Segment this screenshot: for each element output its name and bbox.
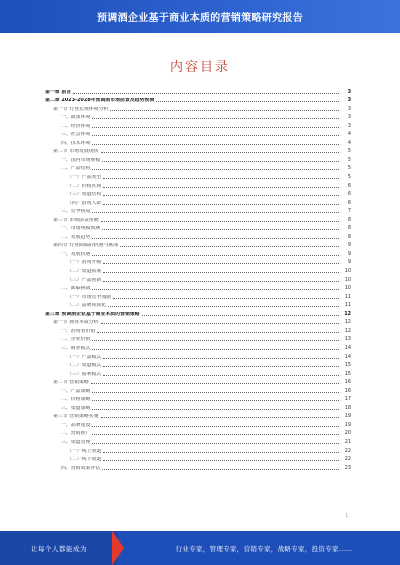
toc-leader-dots	[73, 93, 339, 94]
toc-entry-text: 第二章 2023-2028年预调酒市场前景及趋势预测	[45, 98, 155, 104]
toc-entry[interactable]	[45, 436, 351, 445]
toc-entry[interactable]	[45, 445, 351, 454]
toc-leader-dots	[120, 246, 339, 247]
toc-entry[interactable]	[45, 240, 351, 249]
toc-entry[interactable]	[45, 129, 351, 138]
toc-entry-text: 三、社会环境	[61, 132, 91, 138]
toc-leader-dots	[92, 238, 339, 239]
toc-entry[interactable]	[45, 163, 351, 172]
toc-entry-page: 8	[347, 233, 351, 240]
toc-leader-dots	[101, 417, 339, 418]
toc-entry[interactable]	[45, 317, 351, 326]
toc-leader-dots	[92, 400, 339, 401]
toc-entry-page: 9	[347, 242, 351, 249]
toc-entry[interactable]	[45, 95, 351, 104]
footer-slogan-right: 行业专家，管理专家，营销专家，战略专家，投资专家……	[175, 544, 353, 553]
toc-leader-dots	[103, 195, 339, 196]
toc-entry-text: （三）盈利模式	[67, 371, 102, 377]
toc-leader-dots	[103, 204, 339, 205]
toc-entry-text: （一）产品类型	[67, 175, 102, 181]
toc-leader-dots	[92, 118, 339, 119]
toc-entry-page: 6	[347, 199, 351, 206]
toc-entry-page: 9	[347, 259, 351, 266]
toc-entry-page: 10	[344, 276, 351, 283]
toc-entry-page: 12	[344, 327, 351, 334]
toc-entry-text: （一）产品模式	[67, 354, 102, 360]
toc-entry[interactable]	[45, 334, 351, 343]
toc-entry-text: 二、产品结构	[61, 166, 91, 172]
toc-entry[interactable]	[45, 180, 351, 189]
toc-entry-text: 一、产品策略	[61, 388, 91, 394]
footer-ribbon-arrow	[112, 531, 124, 565]
toc-entry-text: 三、渠道管理	[61, 439, 91, 445]
toc-leader-dots	[92, 289, 339, 290]
toc-leader-dots	[101, 221, 339, 222]
toc-entry-page: 8	[347, 216, 351, 223]
toc-entry[interactable]	[45, 197, 351, 206]
toc-entry-page: 6	[347, 182, 351, 189]
toc-entry-text: 一、品牌建设	[61, 422, 91, 428]
toc-leader-dots	[92, 340, 339, 341]
toc-leader-dots	[101, 152, 339, 153]
toc-entry-page: 8	[347, 225, 351, 232]
toc-entry-page: 23	[344, 464, 351, 471]
toc-entry-page: 16	[344, 379, 351, 386]
toc-entry[interactable]	[45, 402, 351, 411]
toc-entry[interactable]	[45, 274, 351, 283]
toc-leader-dots	[92, 349, 339, 350]
toc-entry-page: 5	[347, 165, 351, 172]
toc-entry-text: （一）市场竞争加剧	[67, 294, 112, 300]
toc-entry-page: 20	[344, 430, 351, 437]
toc-entry-page: 19	[344, 413, 351, 420]
toc-entry-page: 4	[347, 139, 351, 146]
toc-entry[interactable]	[45, 257, 351, 266]
toc-entry-page: 3	[347, 114, 351, 121]
toc-entry-page: 14	[344, 344, 351, 351]
page-number: 1	[345, 513, 348, 518]
toc-entry-text: 第三节 营销策略实施	[53, 414, 99, 420]
toc-entry[interactable]	[45, 86, 351, 95]
toc-entry-text: 三、商业模式	[61, 345, 91, 351]
toc-entry-page: 5	[347, 156, 351, 163]
toc-leader-dots	[103, 358, 339, 359]
toc-leader-dots	[103, 375, 339, 376]
toc-entry[interactable]	[45, 248, 351, 257]
toc-entry-page: 10	[344, 268, 351, 275]
toc-entry-text: 一、政策环境	[61, 115, 91, 121]
toc-entry[interactable]	[45, 419, 351, 428]
toc-entry-text: （二）渠道模式	[67, 363, 102, 369]
toc-entry-text: 三、竞争格局	[61, 209, 91, 215]
toc-leader-dots	[101, 323, 339, 324]
footer-slogan-left: 让每个人都能成为	[0, 531, 118, 565]
toc-leader-dots	[92, 169, 339, 170]
toc-entry-page: 11	[344, 293, 351, 300]
toc-leader-dots	[103, 281, 339, 282]
toc-leader-dots	[103, 452, 339, 453]
toc-leader-dots	[92, 426, 339, 427]
toc-entry-text: 二、企业价值	[61, 337, 91, 343]
toc-entry-text: 二、价格策略	[61, 397, 91, 403]
toc-entry-page: 12	[344, 310, 351, 317]
toc-entry-text: 一、发展机遇	[61, 251, 91, 257]
toc-leader-dots	[103, 366, 339, 367]
toc-leader-dots	[103, 178, 339, 179]
toc-entry-text: （二）价格区间	[67, 183, 102, 189]
toc-entry-text: 四、营销效果评估	[61, 465, 101, 471]
toc-entry-text: 一、消费者价值	[61, 328, 96, 334]
toc-entry[interactable]	[45, 342, 351, 351]
toc-entry[interactable]	[45, 428, 351, 437]
toc-leader-dots	[156, 101, 339, 102]
toc-leader-dots	[91, 383, 339, 384]
toc-entry-page: 7	[347, 208, 351, 215]
toc-entry-text: （一）线上渠道	[67, 448, 102, 454]
toc-leader-dots	[102, 161, 339, 162]
toc-entry-page: 3	[347, 88, 351, 95]
toc-entry-page: 15	[344, 370, 351, 377]
toc-entry[interactable]	[45, 411, 351, 420]
toc-entry-page: 15	[344, 362, 351, 369]
toc-entry[interactable]	[45, 351, 351, 360]
toc-leader-dots	[92, 434, 339, 435]
footer-banner	[0, 531, 400, 565]
toc-entry[interactable]	[45, 231, 351, 240]
toc-leader-dots	[103, 263, 339, 264]
toc-entry-text: （二）渠道拓展	[67, 269, 102, 275]
toc-leader-dots	[102, 469, 339, 470]
toc-leader-dots	[92, 144, 339, 145]
toc-entry-text: 二、发展趋势	[61, 234, 91, 240]
toc-leader-dots	[92, 392, 339, 393]
toc-entry[interactable]	[45, 146, 351, 155]
toc-entry-page: 3	[347, 122, 351, 129]
toc-entry-text: 二、经济环境	[61, 123, 91, 129]
toc-leader-dots	[92, 409, 339, 410]
toc-entry[interactable]	[45, 171, 351, 180]
toc-entry-page: 3	[347, 105, 351, 112]
toc-entry-page: 19	[344, 421, 351, 428]
toc-entry-text: 四、技术环境	[61, 140, 91, 146]
toc-entry-page: 11	[344, 302, 351, 309]
toc-entry[interactable]	[45, 112, 351, 121]
toc-entry-text: （二）品牌同质化	[67, 303, 107, 309]
toc-entry[interactable]	[45, 377, 351, 386]
toc-entry-page: 22	[344, 456, 351, 463]
toc-entry-page: 3	[347, 97, 351, 104]
toc-entry-text: 二、面临挑战	[61, 286, 91, 292]
toc-leader-dots	[103, 272, 339, 273]
toc-entry[interactable]	[45, 223, 351, 232]
toc-leader-dots	[113, 298, 339, 299]
toc-entry-text: （一）消费升级	[67, 260, 102, 266]
report-header-banner	[0, 0, 400, 33]
toc-leader-dots	[97, 332, 339, 333]
toc-entry-page: 10	[344, 285, 351, 292]
toc-heading: 内容目录	[169, 60, 230, 75]
toc-entry-text: 一、市场规模预测	[61, 226, 101, 232]
toc-entry-text: （三）产品创新	[67, 277, 102, 283]
toc-entry-text: 二、营销推广	[61, 431, 91, 437]
toc-entry-text: 第一章 前言	[45, 89, 72, 95]
toc-entry[interactable]	[45, 137, 351, 146]
toc-leader-dots	[102, 229, 339, 230]
toc-leader-dots	[142, 315, 339, 316]
toc-entry-page: 12	[344, 319, 351, 326]
toc-entry-text: 第二节 市场发展现状	[53, 149, 99, 155]
toc-leader-dots	[92, 135, 339, 136]
toc-entry[interactable]	[45, 368, 351, 377]
toc-entry-text: 三、渠道策略	[61, 405, 91, 411]
toc-entry-page: 4	[347, 131, 351, 138]
toc-entry-text: 第三节 市场前景预测	[53, 217, 99, 223]
toc-entry-text: 第二节 营销策略	[53, 380, 89, 386]
toc-entry[interactable]	[45, 462, 351, 471]
toc-leader-dots	[103, 187, 339, 188]
toc-entry[interactable]	[45, 265, 351, 274]
toc-entry[interactable]	[45, 283, 351, 292]
toc-leader-dots	[92, 255, 339, 256]
toc-entry[interactable]	[45, 154, 351, 163]
toc-entry-text: （三）渠道结构	[67, 192, 102, 198]
toc-leader-dots	[92, 127, 339, 128]
toc-entry[interactable]	[45, 454, 351, 463]
toc-entry-page: 9	[347, 250, 351, 257]
toc-entry-page: 22	[344, 447, 351, 454]
toc-entry[interactable]	[45, 394, 351, 403]
toc-leader-dots	[92, 212, 339, 213]
toc-entry-text: 一、国内市场规模	[61, 157, 101, 163]
toc-entry-page: 13	[344, 336, 351, 343]
toc-entry-text: （四）消费人群	[67, 200, 102, 206]
toc-leader-dots	[92, 443, 339, 444]
toc-entry-page: 6	[347, 191, 351, 198]
toc-entry-text: 第三章 预调酒企业基于商业本质的营销策略	[45, 311, 140, 317]
toc-entry[interactable]	[45, 325, 351, 334]
toc-entry[interactable]	[45, 189, 351, 198]
toc-entry[interactable]	[45, 291, 351, 300]
toc-entry-page: 5	[347, 174, 351, 181]
toc-entry-text: 第一节 商业本质分析	[53, 320, 99, 326]
toc-entry-page: 21	[344, 438, 351, 445]
toc-entry[interactable]	[45, 360, 351, 369]
toc-entry-text: 第一节 行业宏观环境分析	[53, 106, 109, 112]
toc-entry[interactable]	[45, 103, 351, 112]
toc-leader-dots	[108, 306, 339, 307]
toc-entry-page: 18	[344, 404, 351, 411]
toc-entry-page: 5	[347, 148, 351, 155]
toc-entry[interactable]	[45, 385, 351, 394]
report-title: 预调酒企业基于商业本质的营销策略研究报告	[97, 13, 303, 24]
toc-entry-page: 16	[344, 387, 351, 394]
toc-entry[interactable]	[45, 120, 351, 129]
toc-leader-dots	[103, 460, 339, 461]
toc-entry[interactable]	[45, 206, 351, 215]
toc-entry-text: （二）线下渠道	[67, 457, 102, 463]
toc-entry[interactable]	[45, 308, 351, 317]
toc-entry[interactable]	[45, 214, 351, 223]
toc-entry-text: 第四节 行业面临的机遇与挑战	[53, 243, 119, 249]
toc-entry[interactable]	[45, 300, 351, 309]
toc-entry-page: 14	[344, 353, 351, 360]
table-of-contents	[45, 86, 351, 471]
toc-leader-dots	[110, 110, 339, 111]
toc-entry-page: 17	[344, 396, 351, 403]
